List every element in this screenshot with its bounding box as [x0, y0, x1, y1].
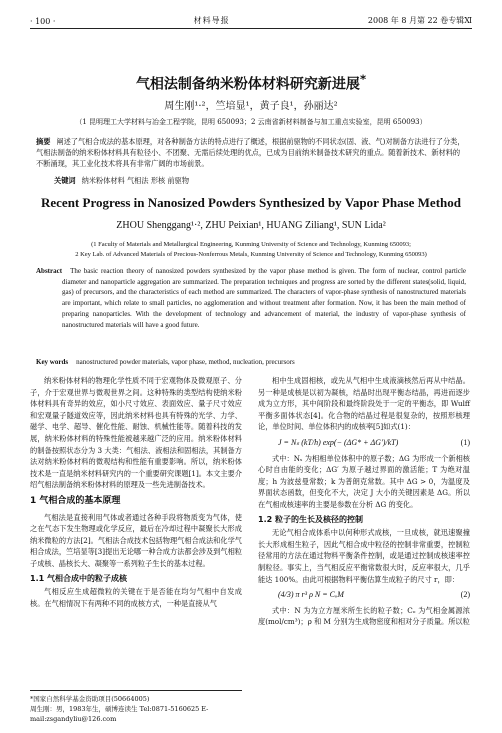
- running-header: [30, 10, 472, 29]
- abstract-cn: [36, 136, 466, 169]
- right-paragraph-1: 相中生成固相核，或先从气相中生成液滴核然后再从中结晶。另一种是成核是以初为凝核，结晶时出现平衡态结晶，再进而逐步成为立方形，其中间阶段和最终阶段处于一定的平衡态，即 Wulff 平衡多面体状态[4]。化合物的结晶过程是很复杂的，按照形核理论，单位时间、单位体积内的成核率[5]如式(1)：: [258, 376, 470, 432]
- intro-paragraph: 纳米粉体材料的物理化学性质不同于宏观物体及微观原子、分子，介于宏观世界与微观世界之间。这种特殊的类型结构使纳米粉体材料具有奇异的效应，如小尺寸效应、表面效应、量子尺寸效应和宏观量子隧道效应等，因此纳米材料也具有特殊的光学、力学、磁学、电学、超导、催化性能、耐蚀、机械性能等。随着科技的发展，纳米粉体材料的特殊性能被越来越广泛的应用。纳米粉体材料的制备按照状态分为 3 大类：气相法、液相法和固相法，其制备方法对纳米粉体材料的微观结构和性能有重要影响。所以，纳米粉体技术是一直是纳米材料研究内的一个重要研究课题[1]。本文主要介绍气相法制备纳米粉体材料的原理及一些先进制备技术。: [30, 376, 242, 490]
- section-1-1-heading: 1.1 气相合成中的粒子成核: [30, 573, 127, 583]
- abstract-en: [36, 266, 466, 330]
- section-1-paragraph: 气相法是直接利用气体或者通过各种手段将物质变为气体，使之在气态下发生物理或化学反应，最后在冷却过程中凝聚长大形成纳米微粒的方法[2]。气相法合成技术包括物理气相合成法和化学气相合成法，竺培显等[3]提出无论哪一种合成方法都会涉及到气相粒子成核、晶核长大、凝聚等一系列粒子生长的基本过程。: [30, 512, 242, 568]
- equation-2: [258, 589, 470, 601]
- affiliation-en-1: (1 Faculty of Materials and Metallurgical Engineering, Kunming University of Science and Technology, Kunming 650093;: [91, 241, 411, 248]
- title-mark: *: [359, 72, 367, 86]
- affiliation-en: [30, 240, 472, 260]
- right-paragraph-4: 式中：N 为为立方厘米所生长的粒子数；Cₒ 为气相金属源浓度(mol/cm³)；ρ 和 M 分别为生成物密度和相对分子质量。所以粒: [258, 605, 470, 627]
- keywords-cn: [54, 176, 466, 186]
- keywords-en-label: Key words: [36, 358, 69, 366]
- title-cn-text: 气相法制备纳米粉体材料研究新进展: [135, 76, 360, 93]
- footnote: [30, 690, 242, 724]
- body-column-left: [30, 375, 242, 609]
- equation-2-number: (2): [460, 590, 470, 600]
- affiliation-en-2: 2 Key Lab. of Advanced Materials of Precious-Nonferrous Metals, Kunming University of Science and Technology, Kunming 650093): [75, 251, 427, 258]
- equation-1-formula: J = Nₛ (kT/h) exp(− (ΔG* + ΔG′)/kT): [278, 437, 399, 447]
- section-1-2-heading: 1.2 粒子的生长及核径的控制: [258, 514, 363, 524]
- abstract-en-text: The basic reaction theory of nanosized powders synthesized by the vapor phase method is given. The form of nuclear, control particle diameter and nanoparticle aggregation are summarized. The preparation techniques and progress are sorted by the different states(solid, liquid, gas) of precursors, and the characteristics of each method are summarized. The characters of vapor-phase synthesis of nanostructured materials are important, which relate to small particles, no agglomeration and without treatment after formation. Now, it has been the main method of preparing nanoparticles. With the development of technology and advancement of material, the industry of vapor-phase synthesis of nanostructured materials will have a good future.: [62, 267, 466, 329]
- page-number: · 100 ·: [30, 17, 56, 26]
- authors-cn: 周生刚¹·²，竺培显¹，黄子良¹，孙丽达²: [164, 101, 338, 112]
- body-column-right: [258, 375, 470, 628]
- keywords-en-text: nanostructured powder materials, vapor phase, method, nucleation, precursors: [76, 358, 295, 366]
- equation-1: [258, 437, 470, 449]
- affiliation-cn: （1 昆明理工大学材料与冶金工程学院，昆明 650093；2 云南省新材料制备与加工重点实验室，昆明 650093）: [75, 118, 427, 126]
- equation-2-formula: (4/3) π r³ ρ N = CₒM: [278, 590, 344, 600]
- keywords-en: [36, 358, 466, 366]
- abstract-cn-label: 摘要: [36, 137, 51, 146]
- title-cn: [30, 72, 472, 94]
- keywords-cn-label: 关键词: [54, 176, 76, 185]
- footnote-author: 周生刚：男，1983年生，硕博连读生 Tel:0871-5160625 E-mail:zsgandyliu@126.com: [30, 705, 209, 723]
- section-1-heading: 1 气相合成的基本原理: [30, 495, 121, 506]
- issue-info: 2008 年 8 月第 22 卷专辑Ⅺ: [367, 16, 472, 25]
- title-en: Recent Progress in Nanosized Powders Synthesized by Vapor Phase Method: [41, 195, 461, 210]
- section-1-1-paragraph: 气相反应生成超微粒的关键在于是否能在均匀气相中自发成核。在气相情况下有两种不同的成核方式，一种是直接从气: [30, 587, 242, 608]
- journal-name: 材料导报: [193, 16, 230, 25]
- right-paragraph-2: 式中：Nₛ 为相相单位体积中的原子数；ΔG 为形成一个新相核心时自由能的变化；ΔG′ 为原子越过界面的激活能；T 为绝对温度；h 为波兹曼常数；k 为普朗克常数。其中 ΔG > 0，为温度及界面状态函数，但变化不大，决定 J 大小的关键因素是 ΔG。所以在气相成核速率的主要是参数在分析 ΔG 的变化。: [258, 453, 470, 509]
- footnote-fund: *国家自然科学基金资助项目(50664005): [30, 695, 150, 703]
- abstract-en-label: Abstract: [36, 267, 63, 275]
- authors-en: ZHOU Shenggang¹·², ZHU Peixian¹, HUANG Ziliang¹, SUN Lida²: [116, 220, 386, 231]
- keywords-cn-text: 纳米粉体材料 气相法 形核 前驱物: [81, 176, 190, 185]
- abstract-cn-text: 阐述了气相合成法的基本原理，对各种制备方法的特点进行了概述，根据前驱物的不同状态(固、液、气)对制备方法进行了分类，气相法制备的纳米粉体材料具有粒径小、不团聚、无需后续处理的优点，已成为目前纳米制备技术研究的重点。随着新技术、新材料的不断涌现，其工业化技术将具有非常广阔的市场前景。: [36, 137, 465, 168]
- right-paragraph-3: 无论气相合成体系中以何种形式成核，一旦成核，就迅速聚撞长大形成相生粒子，因此气相合成中粒径的控制非常重要，控制粒径常用的方法在通过物料平衡条件控制，或是通过控制成核速率控制粒径。事实上，当气相反应平衡常数很大时，反应率很大，几乎能达 100%。由此可根据物料平衡估算生成粒子的尺寸 r，即：: [258, 528, 470, 584]
- equation-1-number: (1): [460, 437, 470, 447]
